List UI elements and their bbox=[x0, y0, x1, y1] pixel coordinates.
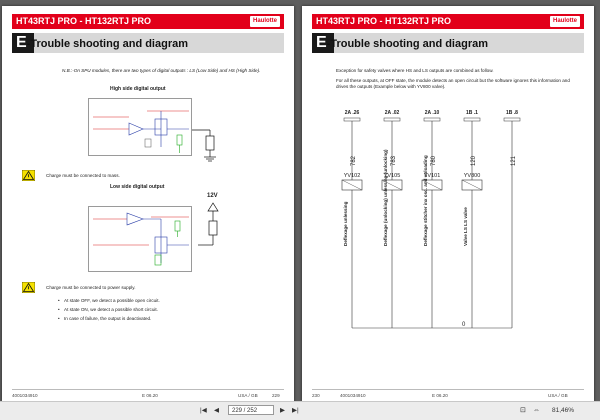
voltage-label: 12V bbox=[207, 193, 218, 199]
warning-high-side-text: Charge must be connected to mass. bbox=[46, 173, 120, 178]
section-letter: E bbox=[16, 34, 27, 51]
bullet-failure: • In case of failure, the output is deactivated. bbox=[64, 316, 151, 321]
footer-doc-number: 4001034910 bbox=[340, 393, 366, 398]
valve-name: YV102 bbox=[343, 173, 361, 179]
section-banner bbox=[312, 33, 584, 53]
footer-language: USA / GB bbox=[548, 393, 568, 398]
right-page bbox=[302, 6, 594, 402]
last-page-button[interactable]: ▶| bbox=[292, 407, 299, 414]
footer-language: USA / GB bbox=[238, 393, 258, 398]
exception-text: Exception for safety valves where HS and LS outputs are combined as follow. bbox=[336, 68, 494, 73]
footer-rule bbox=[312, 389, 584, 390]
connector-box bbox=[384, 118, 400, 121]
fit-page-icon[interactable]: ⊡ bbox=[520, 407, 526, 414]
next-page-button[interactable]: ▶ bbox=[280, 407, 285, 414]
section-letter: E bbox=[316, 34, 327, 51]
haulotte-logo: Haulotte bbox=[550, 16, 580, 27]
footer-page-number: 230 bbox=[312, 393, 320, 398]
section-banner bbox=[12, 33, 284, 53]
valve-name: YV800 bbox=[463, 173, 481, 179]
warning-icon bbox=[22, 282, 35, 293]
low-side-load bbox=[198, 201, 228, 261]
page-header bbox=[312, 14, 584, 29]
valve-name: YV101 bbox=[423, 173, 441, 179]
page-number-field[interactable]: 229 / 252 bbox=[228, 405, 274, 415]
viewer-status-bar bbox=[0, 401, 600, 420]
fit-width-icon[interactable]: ⇔ bbox=[533, 407, 540, 414]
wire-number: 120 bbox=[471, 155, 477, 166]
warning-low-side-text: Charge must be connected to power supply. bbox=[46, 285, 136, 290]
footer-page-number: 229 bbox=[272, 393, 280, 398]
pin-label: 2A .10 bbox=[424, 110, 440, 116]
wire-number: 780 bbox=[431, 155, 437, 166]
first-page-button[interactable]: |◀ bbox=[200, 407, 207, 414]
wire-number: 121 bbox=[511, 155, 517, 166]
prev-page-button[interactable]: ◀ bbox=[214, 407, 219, 414]
pin-label: 2A .26 bbox=[344, 110, 360, 116]
connector-box bbox=[344, 118, 360, 121]
high-side-schematic bbox=[88, 98, 192, 156]
off-state-text: For all these outputs, at OFF state, the module detects an open circuit but the software ignores this information and drives the outputs (Example below with YV800 valve). bbox=[336, 78, 570, 89]
header-title: HT43RTJ PRO - HT132RTJ PRO bbox=[316, 16, 452, 26]
connector-box bbox=[504, 118, 520, 121]
valve-function-label: Valve LS LS valve bbox=[463, 207, 468, 246]
wire-number: 782 bbox=[351, 155, 357, 166]
connector-box bbox=[424, 118, 440, 121]
section-title: -Trouble shooting and diagram bbox=[326, 38, 489, 50]
left-page bbox=[2, 6, 294, 402]
page-header bbox=[12, 14, 284, 29]
footer-doc-number: 4001034910 bbox=[12, 393, 38, 398]
high-side-schematic-drawing bbox=[89, 99, 193, 157]
ground-label: 0 bbox=[462, 322, 466, 328]
valve-function-label: Deflexage unlessing bbox=[343, 201, 348, 246]
footer-rule bbox=[12, 389, 284, 390]
pin-label: 1B .8 bbox=[506, 110, 518, 116]
valve-name: YV105 bbox=[383, 173, 401, 179]
header-title: HT43RTJ PRO - HT132RTJ PRO bbox=[16, 16, 152, 26]
valve-wiring-diagram bbox=[332, 96, 564, 346]
zoom-level[interactable]: 81,46% bbox=[552, 407, 575, 414]
caption-high-side: High side digital output bbox=[110, 86, 166, 92]
footer-edition: E 06.20 bbox=[432, 393, 448, 398]
high-side-load bbox=[192, 124, 228, 164]
pin-label: 1B .1 bbox=[466, 110, 478, 116]
intro-note: N.B.:-On SPU modules, there are two types of digital outputs : LS (Low Side) and HS (High Side). bbox=[62, 68, 261, 73]
connector-box bbox=[464, 118, 480, 121]
bullet-off-state: • At state OFF, we detect a possible open circuit. bbox=[64, 298, 160, 303]
wire-number: 783 bbox=[391, 155, 397, 166]
low-side-schematic-drawing bbox=[89, 207, 193, 273]
section-title: -Trouble shooting and diagram bbox=[26, 38, 189, 50]
warning-icon bbox=[22, 170, 35, 181]
low-side-schematic bbox=[88, 206, 192, 272]
total-pages: 252 bbox=[247, 408, 258, 414]
valve-function-label: Deflexage stitcher inx osc. and unloading bbox=[423, 155, 428, 246]
footer-edition: E 06.20 bbox=[142, 393, 158, 398]
pin-label: 2A .02 bbox=[384, 110, 400, 116]
current-page: 229 bbox=[232, 408, 243, 414]
valve-function-label: Deflexage (unlocking) unlessing (unlocking) bbox=[383, 149, 388, 246]
caption-low-side: Low side digital output bbox=[110, 184, 165, 190]
haulotte-logo: Haulotte bbox=[250, 16, 280, 27]
bullet-on-state: • At state ON, we detect a possible short circuit. bbox=[64, 307, 158, 312]
